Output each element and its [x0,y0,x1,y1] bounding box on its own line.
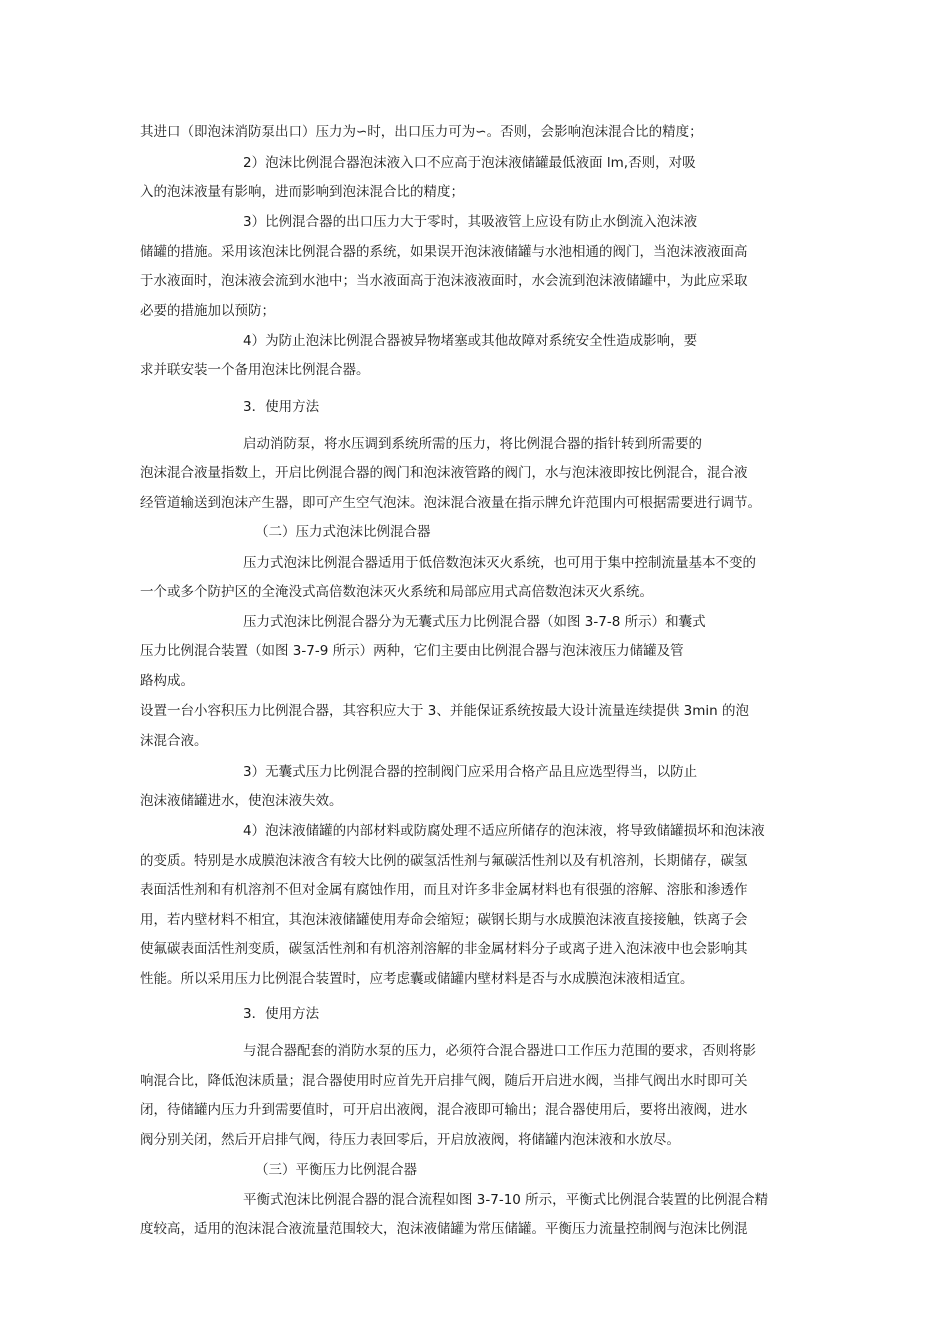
text-line: 阀分别关闭，然后开启排气阀，待压力表回零后，开启放液阀，将储罐内泡沫液和水放尽。 [140,1132,680,1148]
text-line: 泡沫液储罐进水，使泡沫液失效。 [140,793,343,809]
text-line: 压力式泡沫比例混合器分为无囊式压力比例混合器（如图 3-7-8 所示）和囊式 [243,614,706,630]
text-line: 压力式泡沫比例混合器适用于低倍数泡沫灭火系统，也可用于集中控制流量基本不变的 [243,555,756,571]
text-line: 储罐的措施。采用该泡沫比例混合器的系统，如果误开泡沫液储罐与水池相通的阀门，当泡沫液液面高 [140,244,748,260]
text-line: 3）无囊式压力比例混合器的控制阀门应采用合格产品且应选型得当，以防止 [243,764,698,780]
section-heading: （二）压力式泡沫比例混合器 [255,524,431,540]
text-line: 路构成。 [140,673,194,689]
text-line: 4）为防止泡沫比例混合器被异物堵塞或其他故障对系统安全性造成影响，要 [243,333,698,349]
text-line: 使氟碳表面活性剂变质，碳氢活性剂和有机溶剂溶解的非金属材料分子或离子进入泡沫液中也会影响其 [140,941,748,957]
text-line: 压力比例混合装置（如图 3-7-9 所示）两种，它们主要由比例混合器与泡沫液压力储罐及管 [140,643,684,659]
text-line: 与混合器配套的消防水泵的压力，必须符合混合器进口工作压力范围的要求，否则将影 [243,1043,756,1059]
text-line: 沫混合液。 [140,733,208,749]
section-heading: （三）平衡压力比例混合器 [255,1162,417,1178]
text-line: 入的泡沫液量有影响，进而影响到泡沫混合比的精度； [140,184,464,200]
text-line: 表面活性剂和有机溶剂不但对金属有腐蚀作用，而且对许多非金属材料也有很强的溶解、溶胀和渗透作 [140,882,748,898]
text-line: 用，若内壁材料不相宜，其泡沫液储罐使用寿命会缩短；碳钢长期与水成膜泡沫液直接接触，铁离子会 [140,912,748,928]
text-line: 设置一台小容积压力比例混合器，其容积应大于 3、并能保证系统按最大设计流量连续提供 3min 的泡 [140,703,750,719]
text-line: 响混合比，降低泡沫质量；混合器使用时应首先开启排气阀，随后开启进水阀，当排气阀出水时即可关 [140,1073,748,1089]
text-line: 的变质。特别是水成膜泡沫液含有较大比例的碳氢活性剂与氟碳活性剂以及有机溶剂，长期储存，碳氢 [140,853,748,869]
text-line: 4）泡沫液储罐的内部材料或防腐处理不适应所储存的泡沫液，将导致储罐损坏和泡沫液 [243,823,765,839]
text-line: 3）比例混合器的出口压力大于零时，其吸液管上应设有防止水倒流入泡沫液 [243,214,698,230]
section-heading: 3．使用方法 [243,1006,320,1022]
text-line: 启动消防泵，将水压调到系统所需的压力，将比例混合器的指针转到所需要的 [243,436,702,452]
text-line: 2）泡沫比例混合器泡沫液入口不应高于泡沫液储罐最低液面 lm,否则，对吸 [243,155,696,171]
text-line: 必要的措施加以预防； [140,303,275,319]
text-line: 求并联安装一个备用泡沫比例混合器。 [140,362,370,378]
section-heading: 3．使用方法 [243,399,320,415]
text-line: 度较高，适用的泡沫混合液流量范围较大，泡沫液储罐为常压储罐。平衡压力流量控制阀与泡沫比例混 [140,1221,748,1237]
text-line: 平衡式泡沫比例混合器的混合流程如图 3-7-10 所示，平衡式比例混合装置的比例混合精 [243,1192,769,1208]
text-line: 经管道输送到泡沫产生器，即可产生空气泡沫。泡沫混合液量在指示牌允许范围内可根据需要进行调节。 [140,495,761,511]
text-line: 其进口（即泡沫消防泵出口）压力为∽时，出口压力可为∽。否则，会影响泡沫混合比的精度； [140,124,703,140]
text-line: 性能。所以采用压力比例混合装置时，应考虑囊或储罐内壁材料是否与水成膜泡沫液相适宜。 [140,971,694,987]
text-line: 泡沫混合液量指数上，开启比例混合器的阀门和泡沫液管路的阀门，水与泡沫液即按比例混合，混合液 [140,465,748,481]
text-line: 闭，待储罐内压力升到需要值时，可开启出液阀，混合液即可输出；混合器使用后，要将出液阀，进水 [140,1102,748,1118]
text-line: 一个或多个防护区的全淹没式高倍数泡沫灭火系统和局部应用式高倍数泡沫灭火系统。 [140,584,653,600]
text-line: 于水液面时，泡沫液会流到水池中；当水液面高于泡沫液液面时，水会流到泡沫液储罐中，为此应采取 [140,273,748,289]
